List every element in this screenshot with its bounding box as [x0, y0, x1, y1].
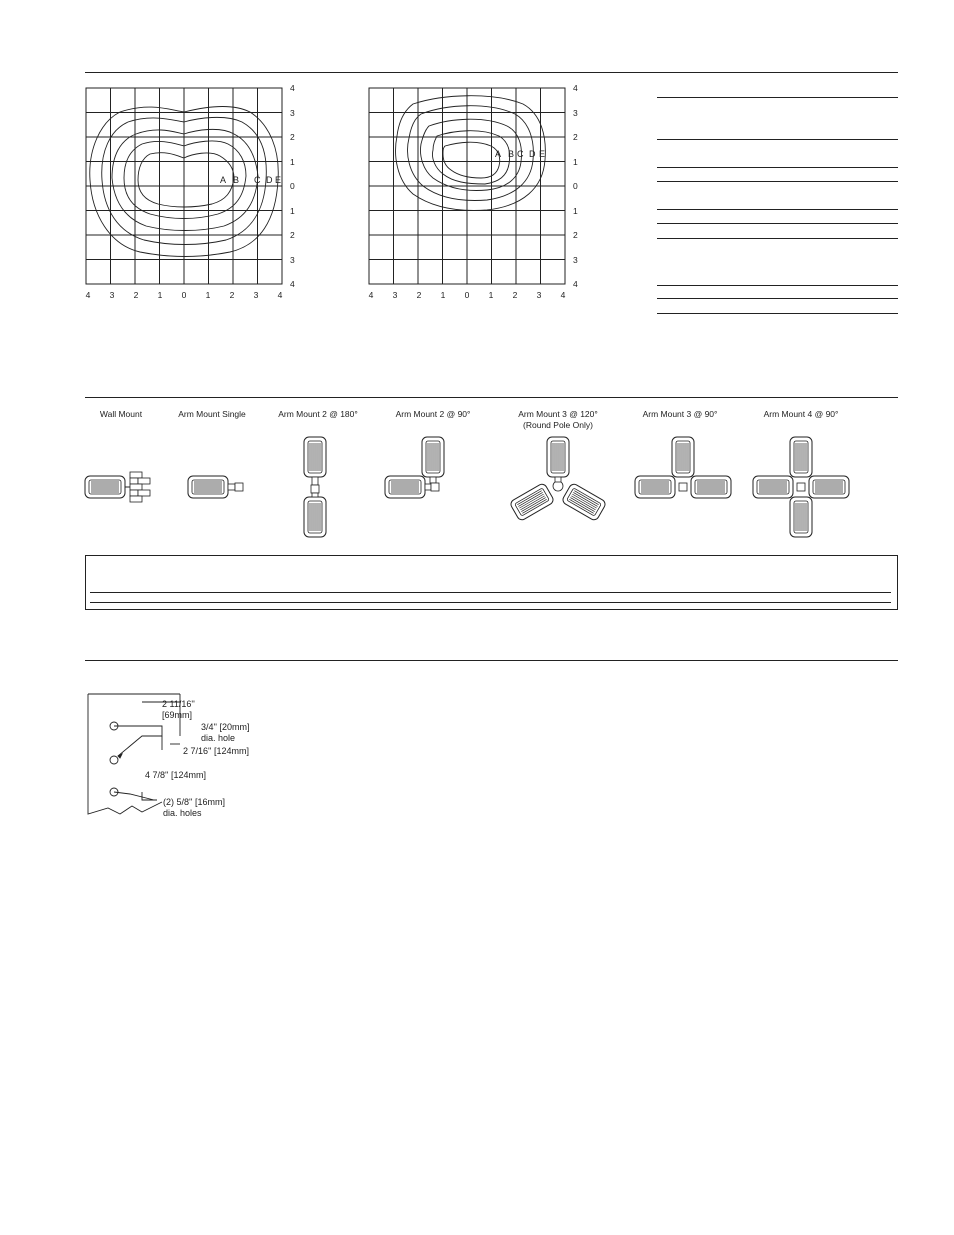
contour-labels [220, 175, 281, 185]
svg-text:3: 3 [109, 290, 115, 300]
svg-text:4: 4 [290, 83, 295, 93]
contour-label-c: C [517, 149, 524, 159]
section-rule-photometrics [85, 72, 898, 73]
contour-label-d: D [266, 175, 273, 185]
svg-text:3: 3 [573, 108, 578, 118]
section-rule-mounting [85, 397, 898, 398]
mount-label-arm-3-90: Arm Mount 3 @ 90° [642, 409, 718, 419]
arm-2-180-illustration [304, 437, 326, 537]
right-axis-ticks [290, 83, 295, 289]
mount-illustrations [80, 430, 880, 545]
mount-label-arm-2-90: Arm Mount 2 @ 90° [395, 409, 471, 419]
isofootcandle-chart-left [80, 80, 310, 305]
holes-small-label: (2) 5/8'' [16mm] dia. holes [163, 797, 225, 818]
svg-text:4: 4 [573, 279, 578, 289]
svg-text:1: 1 [290, 157, 295, 167]
table-rule [657, 209, 898, 210]
contour-label-b: B [233, 175, 240, 185]
svg-text:0: 0 [464, 290, 470, 300]
svg-text:0: 0 [290, 181, 295, 191]
svg-text:4: 4 [560, 290, 566, 300]
table-rule [657, 181, 898, 182]
arm-single-illustration [188, 476, 243, 498]
contour-label-b: B [508, 149, 515, 159]
svg-text:3: 3 [253, 290, 259, 300]
svg-text:2: 2 [229, 290, 235, 300]
dim-mid-label: 2 7/16'' [124mm] [183, 746, 249, 756]
svg-text:1: 1 [573, 206, 578, 216]
table-rule [657, 285, 898, 286]
svg-text:1: 1 [290, 206, 295, 216]
svg-text:1: 1 [573, 157, 578, 167]
contour-label-e: E [539, 149, 546, 159]
grid [86, 88, 282, 284]
contour-label-e: E [275, 175, 282, 185]
svg-text:1: 1 [157, 290, 163, 300]
svg-text:4: 4 [368, 290, 374, 300]
svg-text:1: 1 [205, 290, 211, 300]
svg-text:3: 3 [392, 290, 398, 300]
svg-text:3: 3 [536, 290, 542, 300]
svg-text:1: 1 [440, 290, 446, 300]
hole-small-1 [110, 756, 118, 764]
dim-top-label: 2 11/16'' [69mm] [162, 699, 195, 720]
table-rule [657, 139, 898, 140]
contour-label-a: A [220, 175, 227, 185]
mount-label-wall: Wall Mount [99, 409, 143, 419]
section-rule-drilling [85, 660, 898, 661]
svg-text:2: 2 [573, 132, 578, 142]
hole-large-label: 3/4'' [20mm] dia. hole [201, 722, 250, 743]
arm-4-90-illustration [753, 437, 849, 537]
svg-text:0: 0 [573, 181, 578, 191]
svg-text:4: 4 [290, 279, 295, 289]
svg-text:2: 2 [573, 230, 578, 240]
mount-label-arm-single: Arm Mount Single [178, 409, 246, 419]
arm-3-90-illustration [635, 437, 731, 498]
svg-text:2: 2 [290, 230, 295, 240]
svg-text:2: 2 [416, 290, 422, 300]
dim-left-label: 4 7/8'' [124mm] [145, 770, 206, 780]
svg-text:2: 2 [133, 290, 139, 300]
mount-label-arm-3-120: Arm Mount 3 @ 120° (Round Pole Only) [518, 409, 598, 430]
box-rule [90, 602, 891, 603]
svg-text:3: 3 [573, 255, 578, 265]
contour-labels [495, 149, 545, 159]
table-rule [657, 97, 898, 98]
arm-2-90-illustration [385, 437, 444, 498]
table-rule [657, 238, 898, 239]
ordering-box [85, 555, 898, 610]
svg-text:2: 2 [290, 132, 295, 142]
svg-text:1: 1 [488, 290, 494, 300]
bottom-axis-ticks [86, 290, 283, 300]
svg-text:3: 3 [290, 108, 295, 118]
wall-mount-illustration [85, 472, 150, 502]
table-rule [657, 298, 898, 299]
table-rule [657, 167, 898, 168]
svg-text:4: 4 [85, 290, 91, 300]
isofootcandle-chart-right [363, 80, 593, 305]
table-rule [657, 313, 898, 314]
mount-label-arm-4-90: Arm Mount 4 @ 90° [763, 409, 839, 419]
contour-label-c: C [254, 175, 261, 185]
right-axis-ticks [573, 83, 578, 289]
bottom-axis-ticks [369, 290, 566, 300]
contour-label-d: D [529, 149, 536, 159]
box-rule [90, 592, 891, 593]
svg-text:4: 4 [573, 83, 578, 93]
svg-text:4: 4 [277, 290, 283, 300]
svg-text:0: 0 [181, 290, 187, 300]
contour-label-a: A [495, 149, 502, 159]
svg-text:3: 3 [290, 255, 295, 265]
svg-text:2: 2 [512, 290, 518, 300]
table-rule [657, 223, 898, 224]
mount-label-arm-2-180: Arm Mount 2 @ 180° [278, 409, 358, 419]
arm-3-120-illustration [509, 437, 607, 522]
